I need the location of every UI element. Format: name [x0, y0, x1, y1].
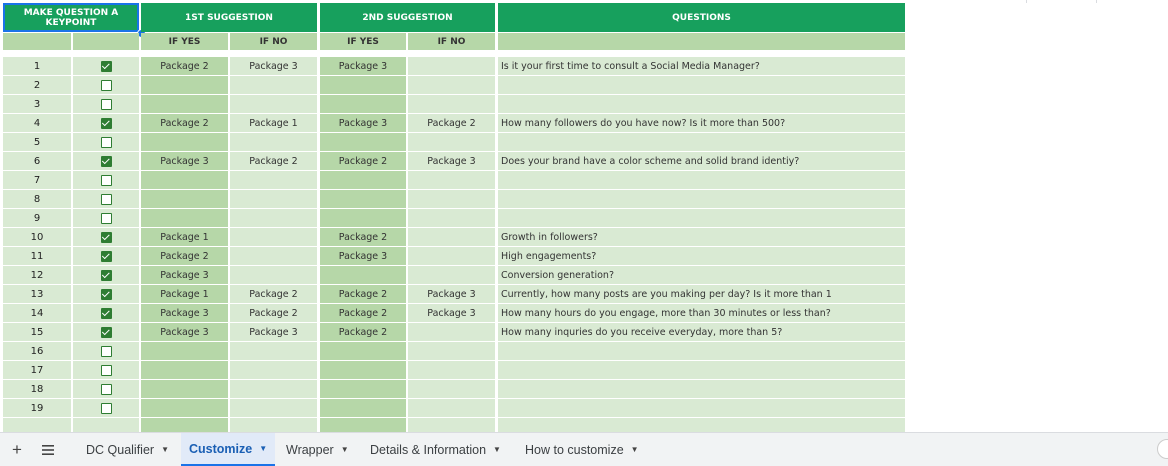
table-row [0, 342, 1168, 360]
suggestion-1-yes-cell[interactable] [141, 380, 228, 398]
suggestion-1-no-cell[interactable] [230, 95, 317, 113]
row-number-cell[interactable]: 4 [3, 114, 71, 132]
suggestion-2-no-cell[interactable]: Package 3 [408, 152, 495, 170]
suggestion-1-no-cell[interactable] [230, 247, 317, 265]
tab-label: How to customize [525, 442, 624, 457]
explore-button[interactable] [1157, 439, 1168, 459]
checkbox-unchecked[interactable] [101, 194, 112, 205]
suggestion-2-no-cell[interactable] [408, 228, 495, 246]
table-row [0, 323, 1168, 341]
table-row [0, 190, 1168, 208]
subheader-s2-yes[interactable]: IF YES [320, 33, 406, 50]
question-text-cell[interactable]: Is it your first time to consult a Social Media Manager? [498, 57, 905, 75]
add-sheet-icon[interactable]: + [12, 439, 22, 459]
partial-cell[interactable] [230, 418, 317, 432]
suggestion-2-yes-cell[interactable] [320, 361, 406, 379]
all-sheets-menu-icon[interactable] [37, 433, 59, 466]
checkbox-checked[interactable] [101, 251, 112, 262]
caret-down-icon[interactable]: ▼ [161, 445, 169, 454]
question-text-cell[interactable] [498, 76, 905, 94]
keypoint-cell[interactable] [73, 247, 139, 265]
question-text-cell[interactable]: How many inquries do you receive everyday, more than 5? [498, 323, 905, 341]
suggestion-2-yes-cell[interactable] [320, 190, 406, 208]
keypoint-cell[interactable] [73, 133, 139, 151]
keypoint-cell[interactable] [73, 209, 139, 227]
header-keypoint-line1: MAKE QUESTION A [23, 7, 119, 18]
table-row [0, 361, 1168, 379]
suggestion-1-no-cell[interactable]: Package 3 [230, 323, 317, 341]
checkbox-checked[interactable] [101, 232, 112, 243]
partial-cell[interactable] [408, 418, 495, 432]
question-text-cell[interactable] [498, 190, 905, 208]
table-row [0, 114, 1168, 132]
suggestion-2-yes-cell[interactable] [320, 342, 406, 360]
question-text-cell[interactable]: Currently, how many posts are you making per day? Is it more than 1 [498, 285, 905, 303]
question-text-cell[interactable] [498, 171, 905, 189]
suggestion-2-yes-cell[interactable]: Package 2 [320, 152, 406, 170]
suggestion-1-yes-cell[interactable] [141, 95, 228, 113]
suggestion-1-no-cell[interactable] [230, 266, 317, 284]
checkbox-unchecked[interactable] [101, 80, 112, 91]
question-text-cell[interactable] [498, 342, 905, 360]
row-number-cell[interactable]: 5 [3, 133, 71, 151]
suggestion-1-no-cell[interactable] [230, 76, 317, 94]
suggestion-1-no-cell[interactable] [230, 342, 317, 360]
suggestion-1-no-cell[interactable]: Package 2 [230, 152, 317, 170]
suggestion-2-yes-cell[interactable]: Package 2 [320, 285, 406, 303]
question-text-cell[interactable] [498, 380, 905, 398]
suggestion-2-yes-cell[interactable]: Package 3 [320, 114, 406, 132]
checkbox-unchecked[interactable] [101, 213, 112, 224]
row-number-cell[interactable]: 13 [3, 285, 71, 303]
suggestion-1-no-cell[interactable] [230, 209, 317, 227]
suggestion-2-no-cell[interactable]: Package 3 [408, 304, 495, 322]
header-suggestion-1-label: 1ST SUGGESTION [185, 12, 273, 23]
checkbox-checked[interactable] [101, 61, 112, 72]
suggestion-1-no-cell[interactable] [230, 171, 317, 189]
keypoint-cell[interactable] [73, 285, 139, 303]
suggestion-2-yes-cell[interactable]: Package 3 [320, 247, 406, 265]
tab-customize[interactable] [181, 433, 275, 466]
suggestion-1-no-cell[interactable]: Package 2 [230, 285, 317, 303]
table-row [0, 171, 1168, 189]
keypoint-cell[interactable] [73, 152, 139, 170]
suggestion-1-yes-cell[interactable] [141, 171, 228, 189]
suggestion-2-no-cell[interactable]: Package 2 [408, 114, 495, 132]
suggestion-1-yes-cell[interactable]: Package 3 [141, 266, 228, 284]
suggestion-1-yes-cell[interactable]: Package 3 [141, 323, 228, 341]
row-number-cell[interactable]: 1 [3, 57, 71, 75]
suggestion-2-no-cell[interactable] [408, 133, 495, 151]
suggestion-1-yes-cell[interactable]: Package 3 [141, 304, 228, 322]
question-text-cell[interactable]: How many hours do you engage, more than 30 minutes or less than? [498, 304, 905, 322]
suggestion-1-yes-cell[interactable]: Package 1 [141, 228, 228, 246]
keypoint-cell[interactable] [73, 361, 139, 379]
header-keypoint-line2: KEYPOINT [45, 17, 97, 28]
header-keypoint[interactable] [3, 3, 139, 32]
row-number-cell[interactable]: 10 [3, 228, 71, 246]
suggestion-2-no-cell[interactable] [408, 266, 495, 284]
subheader-s1-yes[interactable]: IF YES [141, 33, 228, 50]
tab-label: Wrapper [286, 442, 334, 457]
suggestion-2-no-cell[interactable] [408, 209, 495, 227]
subheader-s2-no[interactable]: IF NO [408, 33, 495, 50]
keypoint-cell[interactable] [73, 304, 139, 322]
suggestion-1-yes-cell[interactable]: Package 2 [141, 57, 228, 75]
header-suggestion-2[interactable] [320, 3, 495, 32]
row-number-cell[interactable]: 17 [3, 361, 71, 379]
keypoint-cell[interactable] [73, 266, 139, 284]
question-text-cell[interactable]: How many followers do you have now? Is it more than 500? [498, 114, 905, 132]
suggestion-2-yes-cell[interactable] [320, 76, 406, 94]
table-row [0, 57, 1168, 75]
suggestion-2-no-cell[interactable] [408, 57, 495, 75]
row-number-cell[interactable]: 16 [3, 342, 71, 360]
table-row [0, 76, 1168, 94]
suggestion-2-no-cell[interactable] [408, 76, 495, 94]
suggestion-1-yes-cell[interactable]: Package 1 [141, 285, 228, 303]
suggestion-2-no-cell[interactable] [408, 190, 495, 208]
suggestion-1-no-cell[interactable] [230, 361, 317, 379]
keypoint-cell[interactable] [73, 399, 139, 417]
suggestion-1-yes-cell[interactable] [141, 209, 228, 227]
checkbox-checked[interactable] [101, 118, 112, 129]
suggestion-1-no-cell[interactable] [230, 380, 317, 398]
suggestion-2-yes-cell[interactable] [320, 171, 406, 189]
suggestion-2-no-cell[interactable] [408, 171, 495, 189]
tab-dc-qualifier[interactable] [78, 433, 177, 466]
question-text-cell[interactable]: High engagements? [498, 247, 905, 265]
column-divider [1096, 0, 1097, 3]
keypoint-cell[interactable] [73, 342, 139, 360]
keypoint-cell[interactable] [73, 380, 139, 398]
checkbox-unchecked[interactable] [101, 403, 112, 414]
caret-down-icon[interactable]: ▼ [340, 445, 349, 454]
tab-label: Customize [189, 441, 253, 456]
question-text-cell[interactable] [498, 209, 905, 227]
tab-label: Details & Information [370, 442, 487, 457]
subheader-s1-no[interactable]: IF NO [230, 33, 317, 50]
checkbox-checked[interactable] [101, 270, 112, 281]
suggestion-1-yes-cell[interactable]: Package 2 [141, 114, 228, 132]
row-number-cell[interactable]: 2 [3, 76, 71, 94]
header-suggestion-2-label: 2ND SUGGESTION [362, 12, 453, 23]
suggestion-2-yes-cell[interactable] [320, 266, 406, 284]
table-row-partial [0, 418, 1168, 432]
row-number-cell[interactable]: 14 [3, 304, 71, 322]
suggestion-1-yes-cell[interactable]: Package 2 [141, 247, 228, 265]
suggestion-1-no-cell[interactable] [230, 133, 317, 151]
row-number-cell[interactable]: 3 [3, 95, 71, 113]
suggestion-2-no-cell[interactable] [408, 380, 495, 398]
tab-how-to-customize[interactable] [517, 433, 647, 466]
checkbox-checked[interactable] [101, 308, 112, 319]
suggestion-2-yes-cell[interactable]: Package 3 [320, 57, 406, 75]
keypoint-cell[interactable] [73, 76, 139, 94]
subheader-blank[interactable] [73, 33, 139, 50]
suggestion-1-yes-cell[interactable] [141, 361, 228, 379]
table-row [0, 133, 1168, 151]
caret-down-icon[interactable]: ▼ [259, 444, 268, 453]
suggestion-2-no-cell[interactable] [408, 323, 495, 341]
table-row [0, 285, 1168, 303]
question-text-cell[interactable]: Does your brand have a color scheme and solid brand identiy? [498, 152, 905, 170]
suggestion-2-yes-cell[interactable]: Package 2 [320, 304, 406, 322]
subheader-blank[interactable] [3, 33, 71, 50]
row-number-cell[interactable]: 9 [3, 209, 71, 227]
partial-cell[interactable] [320, 418, 406, 432]
column-divider [1026, 0, 1027, 3]
checkbox-unchecked[interactable] [101, 99, 112, 110]
suggestion-2-yes-cell[interactable] [320, 380, 406, 398]
question-text-cell[interactable] [498, 133, 905, 151]
tab-label: DC Qualifier [86, 442, 155, 457]
partial-cell[interactable] [141, 418, 228, 432]
suggestion-2-no-cell[interactable] [408, 399, 495, 417]
keypoint-cell[interactable] [73, 114, 139, 132]
suggestion-1-no-cell[interactable] [230, 228, 317, 246]
suggestion-2-yes-cell[interactable] [320, 399, 406, 417]
keypoint-cell[interactable] [73, 323, 139, 341]
header-questions-label: QUESTIONS [672, 12, 731, 23]
row-number-cell[interactable]: 12 [3, 266, 71, 284]
table-row [0, 152, 1168, 170]
question-text-cell[interactable] [498, 361, 905, 379]
checkbox-unchecked[interactable] [101, 175, 112, 186]
suggestion-1-no-cell[interactable]: Package 1 [230, 114, 317, 132]
suggestion-2-no-cell[interactable] [408, 361, 495, 379]
suggestion-2-yes-cell[interactable]: Package 2 [320, 228, 406, 246]
checkbox-unchecked[interactable] [101, 137, 112, 148]
row-number-cell[interactable]: 19 [3, 399, 71, 417]
checkbox-checked[interactable] [101, 156, 112, 167]
suggestion-2-yes-cell[interactable] [320, 95, 406, 113]
suggestion-2-yes-cell[interactable] [320, 209, 406, 227]
suggestion-1-no-cell[interactable] [230, 399, 317, 417]
suggestion-1-yes-cell[interactable] [141, 133, 228, 151]
suggestion-1-no-cell[interactable]: Package 3 [230, 57, 317, 75]
checkbox-unchecked[interactable] [101, 365, 112, 376]
table-row [0, 266, 1168, 284]
suggestion-1-yes-cell[interactable] [141, 76, 228, 94]
sheet-tab-bar [0, 432, 1168, 466]
keypoint-cell[interactable] [73, 171, 139, 189]
table-row [0, 228, 1168, 246]
row-number-cell[interactable]: 15 [3, 323, 71, 341]
table-row [0, 304, 1168, 322]
question-text-cell[interactable]: Conversion generation? [498, 266, 905, 284]
checkbox-checked[interactable] [101, 289, 112, 300]
subheader-questions-blank[interactable] [498, 33, 905, 50]
suggestion-1-no-cell[interactable] [230, 190, 317, 208]
question-text-cell[interactable]: Growth in followers? [498, 228, 905, 246]
keypoint-cell[interactable] [73, 228, 139, 246]
row-number-cell[interactable]: 18 [3, 380, 71, 398]
suggestion-2-yes-cell[interactable]: Package 2 [320, 323, 406, 341]
row-number-cell[interactable]: 8 [3, 190, 71, 208]
table-row [0, 95, 1168, 113]
header-questions[interactable] [498, 3, 905, 32]
suggestion-2-no-cell[interactable] [408, 342, 495, 360]
suggestion-2-no-cell[interactable]: Package 3 [408, 285, 495, 303]
checkbox-checked[interactable] [101, 327, 112, 338]
checkbox-unchecked[interactable] [101, 384, 112, 395]
caret-down-icon[interactable]: ▼ [493, 445, 501, 454]
tab-details-information[interactable] [362, 433, 509, 466]
row-number-cell[interactable]: 11 [3, 247, 71, 265]
row-number-cell[interactable]: 6 [3, 152, 71, 170]
partial-cell[interactable] [73, 418, 139, 432]
checkbox-unchecked[interactable] [101, 346, 112, 357]
suggestion-1-yes-cell[interactable] [141, 342, 228, 360]
table-row [0, 209, 1168, 227]
keypoint-cell[interactable] [73, 190, 139, 208]
tab-wrapper[interactable] [278, 433, 357, 466]
suggestion-1-no-cell[interactable]: Package 2 [230, 304, 317, 322]
keypoint-cell[interactable] [73, 57, 139, 75]
table-row [0, 380, 1168, 398]
question-text-cell[interactable] [498, 399, 905, 417]
question-text-cell[interactable] [498, 95, 905, 113]
table-row [0, 399, 1168, 417]
keypoint-cell[interactable] [73, 95, 139, 113]
suggestion-2-no-cell[interactable] [408, 95, 495, 113]
partial-cell[interactable] [3, 418, 71, 432]
partial-cell[interactable] [498, 418, 905, 432]
table-row [0, 247, 1168, 265]
suggestion-2-no-cell[interactable] [408, 247, 495, 265]
header-suggestion-1[interactable] [141, 3, 317, 32]
suggestion-1-yes-cell[interactable] [141, 190, 228, 208]
suggestion-2-yes-cell[interactable] [320, 133, 406, 151]
caret-down-icon[interactable]: ▼ [630, 445, 639, 454]
row-number-cell[interactable]: 7 [3, 171, 71, 189]
suggestion-1-yes-cell[interactable] [141, 399, 228, 417]
suggestion-1-yes-cell[interactable]: Package 3 [141, 152, 228, 170]
